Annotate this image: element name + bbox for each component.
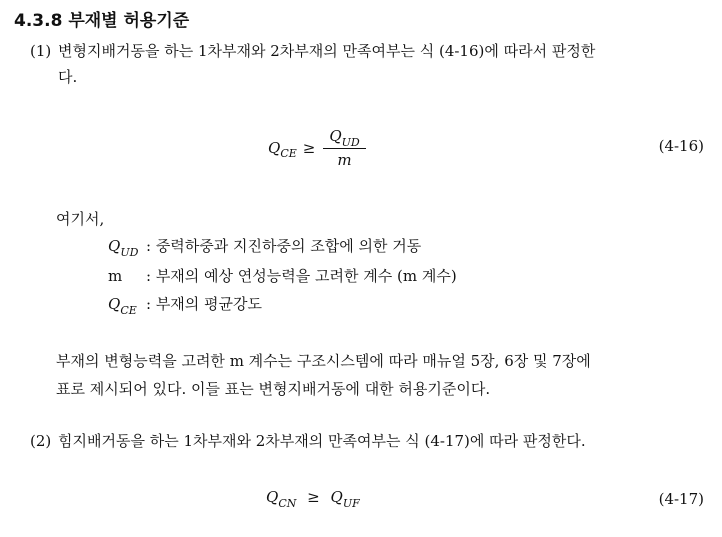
equation-number-4-16: (4-16): [658, 137, 704, 155]
eq2-rhs-symbol: Q: [330, 488, 343, 506]
definition-m: [108, 265, 457, 286]
definition-symbol: $Q_{UD}$: [108, 237, 139, 259]
definition-text: : 중력하중과 지진하중의 조합에 의한 거동: [146, 237, 422, 255]
paragraph-line-1: 부재의 변형능력을 고려한 m 계수는 구조시스템에 따라 매뉴얼 5장, 6장 및 7장에: [56, 352, 591, 370]
equation-4-16: [268, 126, 366, 170]
item-2-text: 힘지배거동을 하는 1차부재와 2차부재의 만족여부는 식 (4-17)에 따라 판정한다.: [58, 432, 586, 450]
equation-number-4-17: (4-17): [658, 490, 704, 508]
definition-qud: [108, 235, 422, 259]
eq1-numerator-subscript: UD: [341, 136, 360, 149]
item-1-line-2: 다.: [58, 68, 78, 86]
eq1-lhs-symbol: Q: [268, 139, 281, 157]
eq2-relation: ≥: [307, 488, 320, 506]
eq2-lhs-symbol: Q: [266, 488, 279, 506]
definition-symbol: $Q_{CE}$: [108, 295, 137, 317]
eq1-lhs-subscript: CE: [280, 146, 297, 160]
eq1-fraction: [323, 127, 365, 169]
item-2-number: (2): [30, 432, 52, 450]
definition-text: : 부재의 평균강도: [146, 295, 263, 313]
eq1-numerator-symbol: Q: [329, 127, 342, 145]
eq2-rhs-subscript: UF: [342, 497, 360, 510]
paragraph-line-2: 표로 제시되어 있다. 이들 표는 변형지배거동에 대한 허용기준이다.: [56, 380, 491, 398]
definition-qce: [108, 293, 263, 317]
definition-symbol: m: [108, 267, 123, 285]
item-1-number: (1): [30, 42, 52, 60]
item-2-line: [30, 430, 586, 451]
eq1-numerator: [323, 127, 365, 149]
eq1-relation: ≥: [302, 139, 316, 157]
item-1-text: 변형지배거동을 하는 1차부재와 2차부재의 만족여부는 식 (4-16)에 따라서 판정한: [58, 42, 596, 60]
eq1-denominator: m: [337, 151, 352, 169]
section-heading: 4.3.8 부재별 허용기준: [14, 11, 190, 31]
equation-4-17: [266, 488, 360, 510]
where-label: 여기서,: [56, 210, 105, 228]
item-1-line-1: [30, 40, 595, 61]
eq2-lhs-subscript: CN: [278, 497, 297, 510]
definition-text: : 부재의 예상 연성능력을 고려한 계수 (m 계수): [146, 267, 457, 285]
